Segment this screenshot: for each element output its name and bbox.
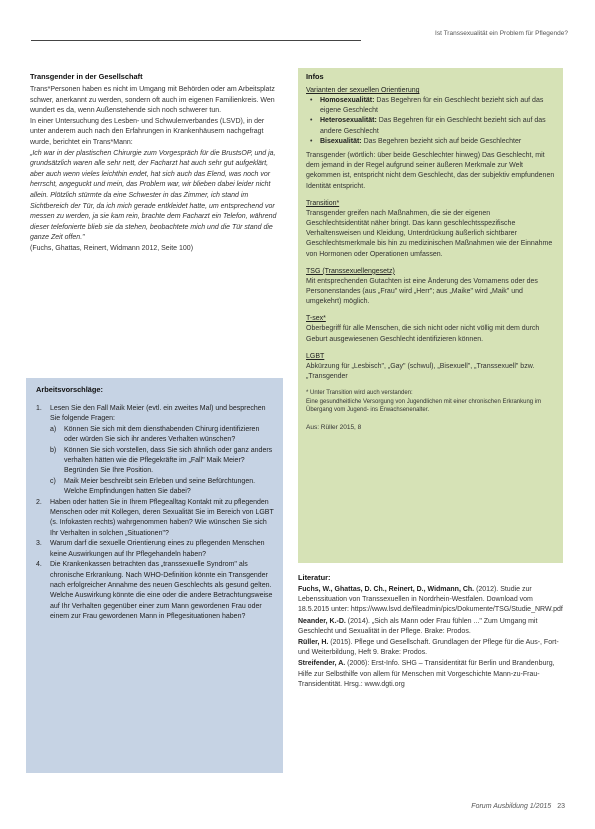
literature-entry xyxy=(298,638,563,658)
task-number: 1. xyxy=(36,405,42,412)
literature-details: (2014). „Sich als Mann oder Frau fühlen ..." Zum Umgang mit Geschlecht und Sexualität in der Pflege. Brake: Prodos. xyxy=(298,617,538,635)
sub-task-item xyxy=(50,425,275,446)
literature-details: (2006): Erst-Info. SHG – Transidentität für Berlin und Brandenburg, Hilfe zur Selbsthilfe von allem für Menschen mit Vorgeschichte Mann-zu-Frau-Transidentität. Hrsg.: www.dgti.org xyxy=(298,660,555,688)
left-column xyxy=(30,72,282,255)
lgbt-definition: Abkürzung für „Lesbisch", „Gay" (schwul), „Bisexuell", „Transsexuell" bzw. „Transgender xyxy=(306,362,535,381)
sub-task-letter: b) xyxy=(50,446,57,454)
orientation-item xyxy=(306,96,555,116)
transgender-definition: Transgender (wörtlich: über beide Geschlechter hinweg) Das Geschlecht, mit dem jemand in der Regel aufgrund seiner äußeren Merkmale zur Welt gekommen ist, entspricht nicht dem Geschlecht, das der subjektiv empfundenen Identität entspricht. xyxy=(306,152,555,190)
orientation-text: Das Begehren bezieht sich auf beide Geschlechter xyxy=(361,137,522,145)
sub-task-letter: a) xyxy=(50,425,57,433)
orientation-label: Bisexualität: xyxy=(320,137,362,145)
task-number: 4. xyxy=(36,561,42,569)
transition-definition: Transgender greifen nach Maßnahmen, die sie der eigenen Geschlechtsidentität näher bringt. Das kann geschlechtsspezifische Verhaltensweisen und Kleidung, Unterdrückung äußerlich sichtbarer Geschlechtsmerkmale bis hin zu medizinischen Maßnahmen wie der Einnahme von Hormonen oder Operationen umfassen. xyxy=(306,209,553,258)
task-number: 2. xyxy=(36,498,42,506)
orientation-item xyxy=(306,116,555,136)
literature-title: Literatur: xyxy=(298,573,331,582)
orientation-label: Heterosexualität: xyxy=(320,117,377,125)
task-item xyxy=(36,539,275,560)
study-paragraph: In einer Untersuchung des Lesben- und Schwulenverbandes (LSVD), in der unter anderem auch nach den Erfahrungen in Krankenhäusern nachgefragt wurde, berichtet ein Trans*Mann: xyxy=(30,117,265,146)
literature-authors: Fuchs, W., Ghattas, D. Ch., Reinert, D., Widmann, Ch. xyxy=(298,586,475,593)
literature-list xyxy=(298,585,563,690)
bullet-icon: • xyxy=(310,137,313,145)
literature-details: (2015). Pflege und Gesellschaft. Grundlagen der Pflege für die Aus-, Fort- und Weiterbildung, Heft 9. Brake: Prodos. xyxy=(298,639,559,657)
sub-task-item xyxy=(50,477,275,498)
literature-authors: Neander, K.-D. xyxy=(298,617,346,625)
page-number: 23 xyxy=(557,803,565,810)
trans-definition: Oberbegriff für alle Menschen, die sich nicht oder nicht völlig mit dem durch Geburt ausgewiesenen Geschlecht identifizieren können. xyxy=(306,325,540,343)
task-text: Die Krankenkassen betrachten das „transsexuelle Syndrom" als chronische Erkrankung. Nach WHO-Definition könnte ein Transgender nach erfolgreicher Annahme des neuen Geschlechts als gesund gelten. Welche Auswirkung könnte die eine oder die andere Betrachtungsweise auf Ihr Verhalten gegenüber einer zum Mann gewordenen Frau oder einem zur Frau gewordenen Mann in Pflegesituationen haben? xyxy=(50,561,273,621)
sub-task-text: Können Sie sich mit dem diensthabenden Chirurg identifizieren oder würden Sie sich ihr anderes Verhalten wünschen? xyxy=(64,425,260,444)
journal-name: Forum Ausbildung 1/2015 xyxy=(471,803,552,810)
task-text: Warum darf die sexuelle Orientierung eines zu pflegenden Menschen keine Auswirkungen auf Ihr Pflegehandeln haben? xyxy=(50,540,265,558)
bullet-icon: • xyxy=(310,97,313,104)
bullet-icon: • xyxy=(310,117,313,125)
sub-task-text: Können Sie sich vorstellen, dass Sie sich ähnlich oder ganz anders verhalten hätten wie die Pflegekräfte im „Fall" Maik Meier? Begründen Sie Ihre Position. xyxy=(64,446,273,475)
sub-task-letter: c) xyxy=(50,477,56,485)
task-list xyxy=(36,404,275,623)
term-lgbt: LGBT xyxy=(306,352,325,360)
arbeitsvorschlaege-box xyxy=(26,378,283,773)
orientation-list xyxy=(306,96,555,147)
task-text: Haben oder hatten Sie in Ihrem Pflegealltag Kontakt mit zu pflegenden Menschen oder mit Kollegen, deren Sexualität Sie im Bereich von LGBT (s. Infokasten rechts) wahrgenommen haben? Wie wünschen Sie sich Ihr Verhalten in solchen „Situationen"? xyxy=(50,498,274,537)
orientation-item xyxy=(306,137,555,147)
literature-authors: Rüller, H. xyxy=(298,639,329,647)
arbeitsvorschlaege-title: Arbeitsvorschläge: xyxy=(36,385,103,394)
literature-authors: Streifender, A. xyxy=(298,660,346,668)
task-item xyxy=(36,560,275,622)
task-text: Lesen Sie den Fall Maik Meier (evtl. ein zweites Mal) und besprechen Sie folgende Fragen: xyxy=(50,405,266,423)
footnote-marker: * Unter Transition wird auch verstanden: xyxy=(306,390,413,397)
task-item xyxy=(36,498,275,540)
literature-entry xyxy=(298,617,563,637)
footnote-text: Eine gesundheitliche Versorgung von Jugendlichen mit einer chronischen Erkrankung im Übergang vom Jugend- ins Erwachsenenalter. xyxy=(306,398,542,414)
info-box xyxy=(298,68,563,563)
info-title: Infos xyxy=(306,72,324,81)
tsg-definition: Mit entsprechenden Gutachten ist eine Änderung des Vornamens oder des Personenstandes (aus „Frau" wird „Herr"; aus „Maike" wird „Maik" und umgekehrt) möglich. xyxy=(306,277,538,306)
task-item xyxy=(36,404,275,498)
sub-task-item xyxy=(50,446,275,477)
term-tsg: TSG (Transsexuellengesetz) xyxy=(306,267,395,275)
orientation-text: Das Begehren für ein Geschlecht bezieht sich auf das eigene Geschlecht xyxy=(320,97,544,115)
sub-task-text: Maik Meier beschreibt sein Erleben und seine Befürchtungen. Welche Empfindungen hatten Sie dabei? xyxy=(64,477,256,496)
orientation-text: Das Begehren für ein Geschlecht bezieht sich auf das andere Geschlecht xyxy=(320,117,546,135)
term-trans: T-sex* xyxy=(306,315,326,323)
term-orientation: Varianten der sexuellen Orientierung xyxy=(306,87,420,94)
literature-entry xyxy=(298,585,563,616)
orientation-label: Homosexualität: xyxy=(320,97,375,104)
page-footer xyxy=(471,803,565,810)
literature-entry xyxy=(298,659,563,690)
task-number: 3. xyxy=(36,540,42,548)
header-rule xyxy=(31,40,361,41)
quote-citation: (Fuchs, Ghattas, Reinert, Widmann 2012, Seite 100) xyxy=(30,244,194,252)
literature-details: (2012). Studie zur Lebenssituation von Transsexuellen in Nordrhein-Westfalen. Download vom 18.5.2015 unter: https://www.lsvd.de/fileadmin/pics/Dokumente/TSG/Studie_NRW.pdf xyxy=(298,586,563,614)
interview-quote: „Ich war in der plastischen Chirurgie zum Vorgespräch für die BrustsOP, und ja, grundsätzlich waren alle sehr nett, der Facharzt hat auch sehr gut aufgeklärt, aber auch wenn vieles leichthin endet, hat sich auch das Elend, was noch vor herrscht, angeguckt und mein, das Problem war, wir blieben dabei leider nicht allein. Plötzlich stürmte da eine Schwester in das Zimmer, ich stand im Sichtbereich der Tür, da ich mich gerade entkleidet hatte, um entsprechend vor messen zu werden, ja sie kam rein, brachte dem Facharzt ein Telefon, während dieser telefonierte blieb sie da stehen, beobachtete mich und die Tür stand die ganze Zeit offen." xyxy=(30,149,277,242)
literature-section xyxy=(298,573,563,691)
running-header: Ist Transsexualität ein Problem für Pflegende? xyxy=(435,30,568,37)
section-heading: Transgender in der Gesellschaft xyxy=(30,72,143,81)
intro-paragraph: Trans*Personen haben es nicht im Umgang mit Behörden oder am Arbeitsplatz schwer, anerkannt zu werden, sondern oft auch im eigenen Familienkreis. Wen wundert es da, wenn Außenstehende sich noch schwerer tun. xyxy=(30,86,275,115)
term-transition: Transition* xyxy=(306,199,340,207)
info-source: Aus: Rüller 2015, 8 xyxy=(306,424,362,432)
